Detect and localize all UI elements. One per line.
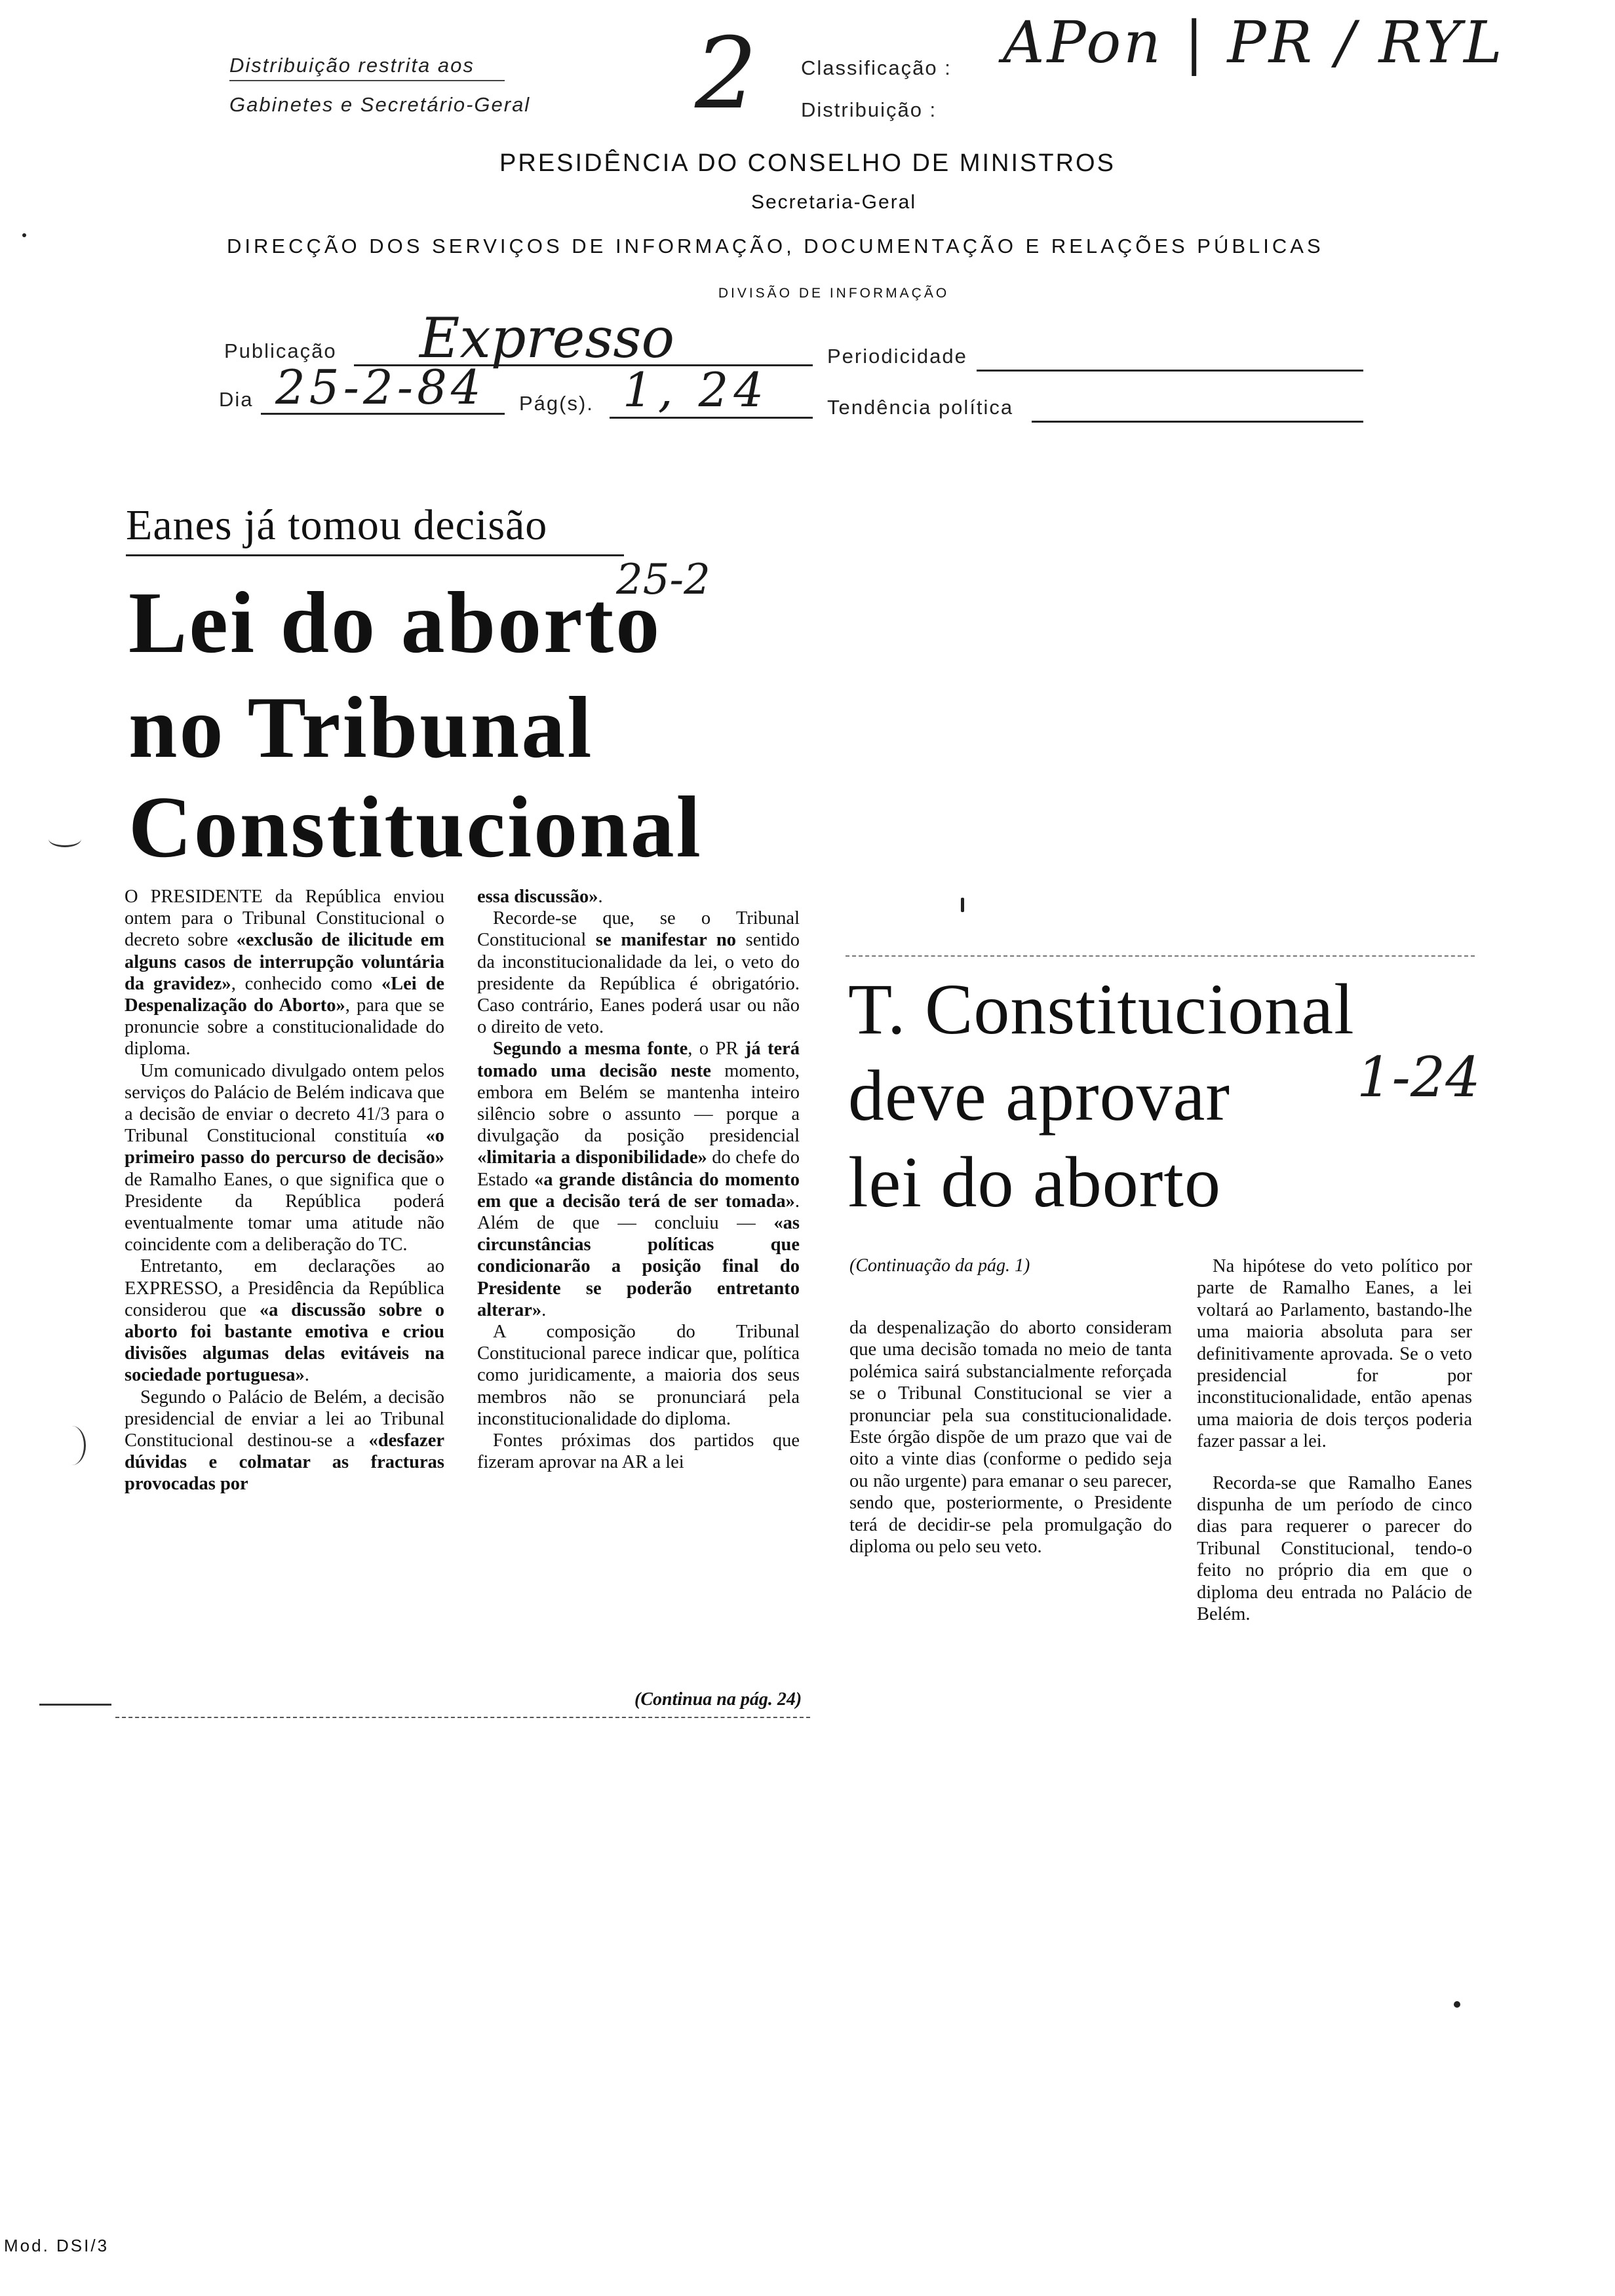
pages-handwritten: 1, 24 [623, 362, 769, 417]
classification-handwritten: APon | PR / RYL [1003, 9, 1505, 76]
article1-column2 [477, 886, 800, 1473]
article1-col2-para2: Segundo a mesma fonte, o PR já terá tomado uma decisão neste momento, embora em Belém se mantenha inteiro silêncio sobre o assunto — porque a divulgação da posição presidencial «limitaria a disponibilidade» do chefe do Estado «a grande distância do momento em que a decisão terá de ser tomada». Além de que — concluiu — «as circunstâncias políticas que condicionarão a posição final do Presidente se poderão entretanto alterar». [477, 1039, 800, 1320]
speck-dot [961, 898, 964, 912]
margin-mark-bottom [39, 1704, 111, 1706]
article2-headline-line1: T. Constitucional [848, 969, 1355, 1049]
article2-headline-line2: deve aprovar [848, 1056, 1231, 1136]
kicker-underline [126, 554, 624, 556]
article2-headline-line3: lei do aborto [848, 1142, 1221, 1222]
distribution-underline [229, 80, 505, 81]
publication-handwritten: Expresso [419, 306, 675, 370]
speck-dot [1454, 2001, 1460, 2008]
directorate-title: DIRECÇÃO DOS SERVIÇOS DE INFORMAÇÃO, DOCUMENTAÇÃO E RELAÇÕES PÚBLICAS [227, 235, 1324, 258]
speck-dot [22, 233, 26, 237]
periodicity-line [977, 370, 1363, 372]
article1-col1-para1: O PRESIDENTE da República enviou ontem para o Tribunal Constitucional o decreto sobre «exclusão de ilicitude em alguns casos de interrupção voluntária da gravidez», conhecido como «Lei de Despenalização do Aborto», para que se pronuncie sobre a constitucionalidade do diploma. [125, 887, 445, 1060]
article1-handwritten-date: 25-2 [616, 556, 710, 604]
article1-column1 [125, 886, 444, 1495]
article1-col1-para4: Segundo o Palácio de Belém, a decisão presidencial de enviar a lei ao Tribunal Constitucional destinou-se a «desfazer dúvidas e colmatar as fracturas provocadas por [125, 1387, 444, 1495]
article2-col1-para1: da despenalização do aborto consideram que uma decisão tomada no meio de tanta polémica sairá substancialmente reforçada se o Tribunal Constitucional se vier a pronunciar pela sua constitucionalidade. Este órgão dispõe de um prazo que vai de oito a vinte dias (conforme o pedido seja ou não urgente) para emanar o seu parecer, sendo que, posteriormente, o Presidente terá de decidir-se pela promulgação do diploma ou pelo seu veto. [849, 1318, 1172, 1558]
article1-col1-para2: Um comunicado divulgado ontem pelos serviços do Palácio de Belém indicava que a decisão de enviar o decreto 41/3 para o Tribunal Constitucional constituía «o primeiro passo do percurso de decisão» de Ramalho Eanes, o que significa que o Presidente da República poderá eventualmente tomar uma atitude não coincidente com a deliberação do TC. [125, 1060, 444, 1255]
article2-top-rule [846, 955, 1475, 957]
publication-label: Publicação [224, 339, 337, 362]
tendency-label: Tendência política [827, 396, 1014, 419]
distribution-note-line1: Distribuição restrita aos [229, 54, 475, 77]
pages-label: Pág(s). [519, 392, 594, 415]
article1-headline-line3: Constitucional [128, 778, 703, 875]
margin-mark-arrow [49, 831, 81, 847]
article1-headline-line1: Lei do aborto [128, 574, 662, 671]
day-handwritten: 25-2-84 [275, 360, 485, 415]
article1-col2-para3: A composição do Tribunal Constitucional parece indicar que, política como juridicamente, a maioria dos seus membros não se pronunciará pela inconstitucionalidade do diploma. [477, 1322, 800, 1429]
article1-col2-para0: essa discussão». [477, 887, 603, 907]
distribution-label: Distribuição : [801, 98, 937, 121]
article1-kicker: Eanes já tomou decisão [126, 501, 548, 549]
secretariat-title: Secretaria-Geral [750, 191, 917, 213]
form-model-code: Mod. DSI/3 [4, 2236, 109, 2255]
margin-mark-bracket [58, 1426, 86, 1465]
article1-col1-para3: Entretanto, em declarações ao EXPRESSO, a Presidência da República considerou que «a discussão sobre o aborto foi bastante emotiva e criou divisões algumas delas evitáveis na sociedade portuguesa». [125, 1256, 444, 1386]
article2-col2-para1: Na hipótese do veto político por parte de Ramalho Eanes, a lei voltará ao Parlamento, bastando-lhe uma maioria absoluta para ser definitivamente aprovada. Se o veto presidencial for por inconstitucionalidade, então apenas uma maioria de dois terços poderia fazer passar a lei. [1197, 1256, 1472, 1452]
article2-continuation-note: (Continuação da pág. 1) [849, 1255, 1030, 1276]
article1-headline-line2: no Tribunal [128, 679, 594, 776]
tendency-line [1032, 421, 1363, 423]
article2-handwritten-page: 1-24 [1357, 1045, 1481, 1109]
article1-continued-note: (Continua na pág. 24) [634, 1689, 802, 1710]
article2-column2 [1197, 1255, 1472, 1626]
division-title: DIVISÃO DE INFORMAÇÃO [718, 286, 950, 301]
periodicity-label: Periodicidade [827, 345, 967, 368]
organization-title: PRESIDÊNCIA DO CONSELHO DE MINISTROS [499, 149, 1116, 177]
article1-col2-para4: Fontes próximas dos partidos que fizeram aprovar na AR a lei [477, 1430, 800, 1473]
distribution-note-line2: Gabinetes e Secretário-Geral [229, 93, 531, 116]
article2-col2-para2: Recorda-se que Ramalho Eanes dispunha de um período de cinco dias para requerer o parecer do Tribunal Constitucional, tendo-o feito no próprio dia em que o diploma deu entrada no Palácio de Belém. [1197, 1472, 1472, 1625]
handwritten-number: 2 [695, 17, 758, 131]
classification-label: Classificação : [801, 56, 952, 79]
article2-column1 [849, 1317, 1172, 1558]
article1-bottom-rule [115, 1717, 810, 1718]
day-label: Dia [219, 388, 254, 411]
article1-col2-para1: Recorde-se que, se o Tribunal Constitucional se manifestar no sentido da inconstitucionalidade da lei, o veto do presidente da República é obrigatório. Caso contrário, Eanes poderá usar ou não o direito de veto. [477, 908, 800, 1038]
